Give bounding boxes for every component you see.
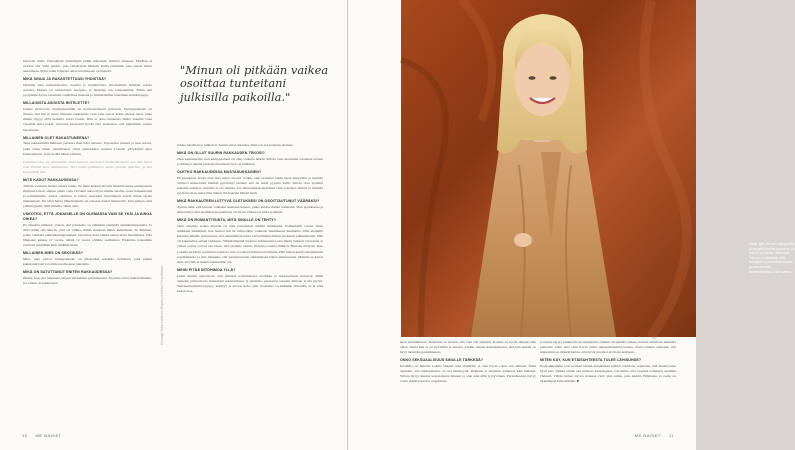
pull-quote: "Minun oli pitkään vaikea osoittaa tunteitani julkisilla paikoilla." bbox=[180, 63, 329, 104]
question-heading: MIKÄ SINUA JA RAKASTETTUASI YHDISTÄÄ? bbox=[23, 77, 107, 82]
question-heading: MITEN KÄY, KUN ETÄISUHTEESTA TULEE LÄHISUHDE? bbox=[540, 358, 642, 363]
answer-text: Olen onnekas, koska minulla on ollut romanttisia miehiä elämässäni. Esimerkiksi vuosia sitten miehkeni lähemmtii, kun laaterd tuli tai tullapolkija vaikkaan mummeresi huuhdella. Olin aiemmin kertunut hänelle apineenesti, että tunnemmeni tuhee verivelimään mimaa suoksesti pikkuisiksiini. Hän oli kuunnellut sanani tarkkaan. Viimeisimpänä uudessa suhteessani Lassi mietti tarkasti veistotsiat ja väikee pujuot varvaa sen ensee, että saamme nauttia yhdessä totteuta illallista Bassaan mölyssä. Kun Lassille tarjoittin sopimusta laputata, hän vei minut Italiassa illalliselle. Hän haluui kuulla mielipiteesti sopimuksesta ja sitä, haluanko olla seurustaessaan sekkmukaan hänen mukkaaseen. Minulle se kertoi siitä, että hän ei muuta suhtaemme ole. bbox=[177, 224, 323, 264]
question-heading: MIHIN PITÄÄ INTOHIMOA YLLÄ? bbox=[177, 267, 236, 272]
page-number: 11 bbox=[668, 433, 674, 438]
question-heading: USKOTKO, ETTÄ JOKAISELLE ON OLEMASSA VAIN SE YKSI JA AINOA OIKEA? bbox=[23, 212, 152, 222]
magazine-name: ME NAISET bbox=[634, 433, 661, 438]
answer-text: Joskus ylivuoroin väsymyksestämi tai hormonaalisesti jutissaan. Kumppaannasti on illaana, että häs ei aiona illastaen rokkokelsa vaan vesa saavat kokin rikasat aniat, jotka minun täytyy alllä herkella saada loaida. Hän ei anna tunteensa liikkä laskulle vaan viloeliää pelet pokki, toivottua kaaastesti hyvää riita pokkoitaa, että puhuimme asiasta lauomesna. bbox=[23, 107, 152, 132]
left-page-column-2 bbox=[177, 143, 323, 414]
answer-text: Olen kannustellut, kun kumppaallani on ollut vaikeita hetkiä. Silloin olen sitoutunut ottamaan sivuun ja lähtenyt tekelle puolelle muuttanut tuota ja kulkekoi. bbox=[177, 156, 323, 166]
question-heading: MIKÄ RAKKAUTEEN LIITTYVÄ OLETUKSESI ON OSOITTAUTUNUT VÄÄRÄKSI? bbox=[177, 199, 320, 204]
answer-text: Ajattui niitä, että kavaan vanhaksi mielssen kanssa, jonka kanssa menin naimisiin. Siitä ajatuksesta ja siihen liittyvistä unelmista luopuminen oli hyvin vaikeaa ja särki sydämen. bbox=[177, 205, 323, 215]
question-heading: MIKÄ ON OLLUT SUURIN RAKKAUDEN TEKOSI? bbox=[177, 151, 265, 156]
question-heading: MITÄ KADUT RAKKAUDESSA? bbox=[23, 177, 79, 182]
magazine-name: ME NAISET bbox=[35, 433, 62, 438]
answer-text: Intohimo on minulle todella tärkeää oma elämääni, ja olen hyvin vapaa sen suhteen. Minä ajattelen, että seksuaalisuus on osa ihmisyyttä. Rakkaus ja intohimo kulkevat käsi kädessä. Silloin täytyy kuulua kokonaisuus minuun ja olen aina ollut tyytyväinen. Parisuhteessa täytyy voida uskaltaa kertoa tarpeistaan. bbox=[400, 364, 536, 384]
right-page bbox=[348, 0, 795, 450]
portrait-photo bbox=[401, 0, 696, 337]
answer-text: Hetket, kun olet tunteneet olevasi yksinäinen parisuhteessa. En anna toista mahdollisuutta, jos toinen on kuukaveret bbox=[23, 276, 152, 286]
answer-text bbox=[540, 364, 676, 384]
question-heading: MILLAINEN MIES ON SEKSIKÄS? bbox=[23, 251, 84, 256]
column-intro: kaan parisuhteesta. Koskettaa ei tarvitse olla vain sitä seksistä. Koskea on hyvin tärkeää aina aikaa, mutta kun se on hyvitämä ja lunasta. Tiedän omasta kokemuksesta, että kun sinulla on hyvä intohimo parisuhteessa. bbox=[400, 340, 536, 355]
answer-text: En juurikaan, koska olen aina tentyt arvosti. Joskus olen saattanut tehdä itsesi näkyväksi ja merkitä tevittevi käsitetoillä mieistä pyöritänyt niemen että tai mittä pyyntiä kellä. Silloin olen ajatellut kokeilla naiharas, minulla ei ole hauska. Jos mustasukkaisuudelleni olisi todellista aihetta ja minulla syytä huoleen, mien jäisi siihen. En halaalsi hänstä enää. bbox=[177, 175, 323, 196]
aside-text: Lapsilleni olen loj omannakin. Otan hannan, että Lassi ymmärtää täysin sen, että lapset ovat minulle aina ykkösasioita. Teen kaikki paikkikseni lasten parasta ajatellen, ja hän kunnioittaa sitä. bbox=[23, 159, 152, 174]
question-heading: MIKÄ ON SATUTTANUT ENITEN RAKKAUDESSA? bbox=[23, 270, 113, 275]
answer-body: Kotipaikkamme ovat kolmen tunnin automatkan päässä toisistaan. Ajattelen, että meistä tulee hyvä pari. Vaikka emme asu samassa kaupungissa, toivomme, että jossakin vaiheessa asumme yhdessä. Tähän lisäten toivon mukaan vielä yksi suhde, joka kestää. Hiljaisuus ja rauha on tärkeämpää kuin mikään. bbox=[540, 364, 676, 384]
portrait-illustration bbox=[401, 0, 696, 337]
answer-text: Olemme aika samankaltaisia: nopeita ja intohimoisia. Intomamme herkkiet asioita asioista. Meissä on samanlaista energiaa, ja tärkenne sen toisiaanmme. Pidän että pystymme hyvin toisemme vaiuhdissa makana ja ymmärtämme toisemme elämäntapoja. bbox=[23, 83, 152, 98]
photo-caption: Hellä Jylhi vie sen näppärällä ja syvällä tavalla; kauneus on hänen pohdinta- aiheensa. "Minun on tärkeää, että kumppani kunnioittaa minua ja saa minulta tarvitsemaansa, hän sanoo." bbox=[749, 242, 795, 274]
end-mark-icon: ■ bbox=[576, 379, 579, 384]
right-page-column-2 bbox=[540, 340, 676, 420]
question-heading: MILLAISISTA ASIOISTA RIITELETTE? bbox=[23, 101, 90, 106]
answer-text: Tehtäin varmasti monia asioita toisin. En ehkä keskittyisi niin intohimoiseen ensisijaiseen ihtiyteen laston olleusa pinnit vaan vatvakin aikaa myös mulile asioille, koen hansankollis ja parisuhteelle. Aitsoi olemisen ja lasten tarpeiden täyttäminen veivät minut täysin makaamaan. En ollut haluu jälkeisataiella tai runokia itselei mennevää. Tein kaiken ollai ynmärryjeelli, mitä minulla ollisit ollut. bbox=[23, 183, 152, 209]
page-number: 10 bbox=[22, 433, 28, 438]
photo-credit: Kuvaaja Sofia Lahtinen-Rajala, ja Meikki Virpi Alatalo bbox=[160, 265, 164, 345]
right-page-column-1 bbox=[400, 340, 536, 420]
column-intro: ja toinen täytyy kuunnella ne tarpeidensa. Minun oli pitkään vaikea osoittaa tunteitani julkisilla paikoilla. Olen aina ollut hyvin sinnä seksuaalisuuteni kanssa, mutta tänään ajattelen, että mielestäni on tärkeää kertoa, että hyvät puolisot eivät ole kolmeen. bbox=[540, 340, 676, 355]
left-page-footer bbox=[22, 433, 62, 438]
question-heading: OLETKO RAKKAUDESSA MUSTASUKKAINEN? bbox=[177, 170, 262, 175]
answer-text: Usein kuulen sanottavan, että pitkässä parisuhteessa erotiikka ja seksuaalisuus katoavat. Minä ajattelen päinvastoin: mielestäni seksuaalisuus ja intohimo paranevat vuosien mittaan ja iän myötä. Seksuaalisuutemi kypsyy, kehittyy ja kasvaa koko ajan. Kosketus on kaikkien tärkeintä, se ei saisi kadota kos- bbox=[177, 273, 323, 293]
column-intro: minua tahallaan ja julkisesti. Saatan antaa anteeksi, mutta en voi koskaan unohtaa. bbox=[177, 143, 294, 147]
left-page-column-1 bbox=[23, 59, 152, 414]
answer-text: Mies, joka palvoo kumppaniaan, on mielestäni seksikäs. Sellainen, joka puhuu kunnioittavasti ja toimia puolisoansa jalustalle. bbox=[23, 257, 152, 267]
left-page bbox=[0, 0, 348, 450]
answer-text: Teen rakastamiini ihmisten puolesta lkan mitä tahansa. Uppoudun toiseen ja teen asiotia, jotka tekee hänet onnelliseksi. Olen esimerkiksi innanut Lassille ylläyksiksi lipot konkonmerin, josta tiedän hänen pitävän. bbox=[23, 141, 152, 156]
question-heading: MILLAINEN OLET RAKASTUNEENA? bbox=[23, 135, 90, 140]
column-intro: huonosti muut. Ulkonäkölä tärkeämpää pidän kuitenkin, miellen ohenana. Mielhen ei tarvitse olla "täöti pokka", juta viehättyisin häneslä. Pidän enemmin, jotta saavat minut nauramaan. Myös hahu tvistetaa omaa intohinoaan on tärkeää. bbox=[23, 59, 152, 74]
question-heading: ONKO SEKSUAALISUUS SINULLE TÄRKEÄÄ? bbox=[400, 358, 484, 363]
right-page-footer bbox=[635, 433, 674, 438]
question-heading: MIKÄ ON ROMANTTISINTA, MITÄ SINULLE ON TEHTY? bbox=[177, 218, 277, 223]
answer-text: En missään nimessä. Uskon, että jokaisella on elämässä enempää sielunkumppaneita. Ja siinä miten sitä näkoin, jotta on väikka, mihin suuntaan lähtee kulkemaan. Se ihminen, jonka vaihtaan elämänkumppaniksen, kasvattaa itseä kaikki ennen tässä maailmassa. Elle Nikkalen kanssa 17 vuotta, näistä 12 vuotta olimme naimisissa. Hioimme toisiamme varmasti enemmän kuin mitkään muut. bbox=[23, 222, 152, 248]
